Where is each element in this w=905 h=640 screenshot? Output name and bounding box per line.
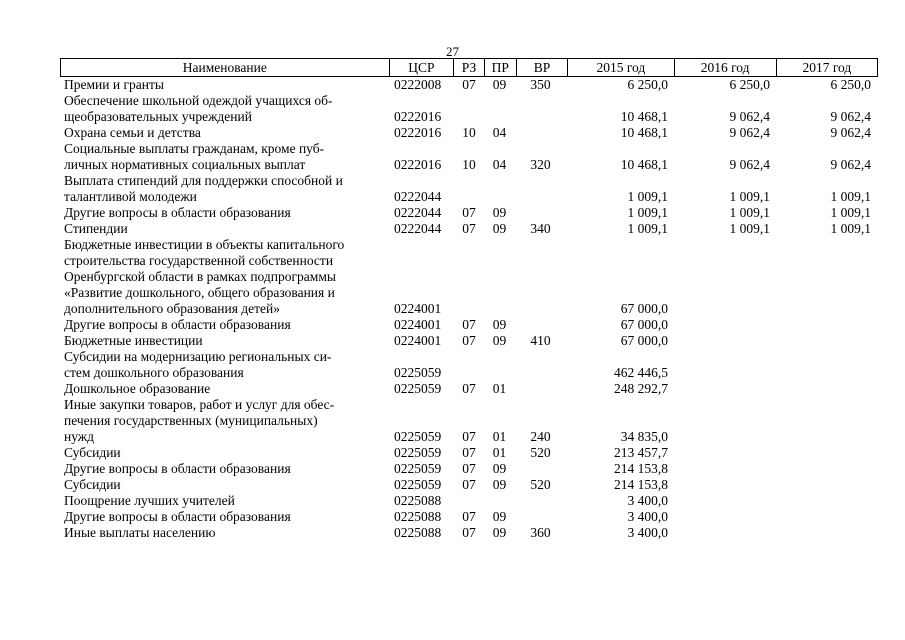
row-rz: 07 (462, 525, 476, 540)
row-pr: 09 (492, 525, 507, 540)
table-row (60, 493, 878, 509)
row-pr: 04 (492, 157, 507, 172)
row-name-line: Социальные выплаты гражданам, кроме пуб- (64, 141, 325, 156)
row-pr: 09 (492, 333, 507, 348)
row-name-line: Субсидии на модернизацию региональных си- (64, 349, 332, 364)
row-name (60, 221, 390, 237)
row-2016: 9 062,4 (729, 125, 770, 140)
page-number: 27 (446, 44, 459, 59)
table-row (60, 381, 878, 397)
table-row (60, 461, 878, 477)
header-rz: РЗ (454, 59, 485, 76)
row-2015: 6 250,0 (627, 77, 668, 92)
row-2017: 1 009,1 (830, 189, 871, 204)
row-rz: 07 (462, 381, 476, 396)
row-name-line: Дошкольное образование (64, 381, 211, 396)
row-name-line: Обеспечение школьной одеждой учащихся об- (64, 93, 333, 108)
row-2016: 6 250,0 (729, 77, 770, 92)
row-csr: 0222044 (394, 221, 442, 236)
table-row (60, 525, 878, 541)
row-pr: 01 (492, 445, 507, 460)
row-name (60, 349, 390, 381)
row-2015: 3 400,0 (627, 493, 668, 508)
table-row (60, 93, 878, 125)
header-name: Наименование (61, 59, 390, 76)
row-2015: 1 009,1 (627, 221, 668, 236)
table-row (60, 77, 878, 93)
row-name (60, 93, 390, 125)
table-row (60, 205, 878, 221)
row-name-line: строительства государственной собственности (64, 253, 334, 268)
row-2016: 1 009,1 (729, 205, 770, 220)
row-name-line: талантливой молодежи (64, 189, 197, 204)
row-vr: 340 (530, 221, 551, 236)
row-name-line: стем дошкольного образования (64, 365, 244, 380)
row-rz: 07 (462, 445, 476, 460)
row-pr: 04 (492, 125, 507, 140)
row-rz: 07 (462, 461, 476, 476)
row-name-line: Выплата стипендий для поддержки способной и (64, 173, 343, 188)
budget-table (60, 58, 878, 541)
row-2015: 10 468,1 (620, 157, 668, 172)
row-name-line: Другие вопросы в области образования (64, 205, 291, 220)
row-pr: 09 (492, 205, 507, 220)
row-name (60, 173, 390, 205)
row-csr: 0225059 (394, 381, 442, 396)
header-csr: ЦСР (390, 59, 455, 76)
row-csr: 0222016 (394, 109, 442, 124)
table-row (60, 317, 878, 333)
row-pr: 09 (492, 221, 507, 236)
row-name-line: Оренбургской области в рамках подпрограммы (64, 269, 336, 284)
row-name-line: Иные закупки товаров, работ и услуг для обес- (64, 397, 335, 412)
row-pr: 09 (492, 317, 507, 332)
row-pr: 09 (492, 477, 507, 492)
row-2015: 248 292,7 (614, 381, 668, 396)
table-body (60, 77, 878, 541)
row-rz: 10 (462, 125, 476, 140)
row-name-line: Бюджетные инвестиции в объекты капитального (64, 237, 345, 252)
row-name-line: Охрана семьи и детства (64, 125, 201, 140)
row-name-line: Другие вопросы в области образования (64, 509, 291, 524)
row-rz: 07 (462, 509, 476, 524)
row-pr: 09 (492, 509, 507, 524)
row-2015: 34 835,0 (620, 429, 668, 444)
table-row (60, 477, 878, 493)
row-2015: 3 400,0 (627, 509, 668, 524)
row-2015: 462 446,5 (614, 365, 668, 380)
row-name (60, 333, 390, 349)
row-rz: 07 (462, 317, 476, 332)
row-rz: 07 (462, 477, 476, 492)
row-rz: 07 (462, 333, 476, 348)
row-name-line: Премии и гранты (64, 77, 164, 92)
row-csr: 0225088 (394, 509, 442, 524)
table-header (60, 58, 878, 77)
row-csr: 0222044 (394, 205, 442, 220)
header-2017: 2017 год (777, 59, 878, 76)
row-2015: 214 153,8 (614, 477, 668, 492)
row-2015: 3 400,0 (627, 525, 668, 540)
row-name-line: Субсидии (64, 445, 121, 460)
row-vr: 520 (530, 477, 551, 492)
row-pr: 09 (492, 461, 507, 476)
row-pr: 01 (492, 381, 507, 396)
row-csr: 0225059 (394, 461, 442, 476)
row-csr: 0224001 (394, 333, 442, 348)
row-vr: 410 (530, 333, 551, 348)
row-vr: 520 (530, 445, 551, 460)
row-2017: 9 062,4 (830, 109, 871, 124)
row-csr: 0222044 (394, 189, 442, 204)
row-rz: 10 (462, 157, 476, 172)
row-name-line: Стипендии (64, 221, 128, 236)
row-name-line: дополнительного образования детей» (64, 301, 280, 316)
row-name-line: Поощрение лучших учителей (64, 493, 235, 508)
row-name (60, 237, 390, 317)
table-row (60, 125, 878, 141)
row-rz: 07 (462, 205, 476, 220)
row-name (60, 461, 390, 477)
row-csr: 0225088 (394, 525, 442, 540)
row-2017: 1 009,1 (830, 221, 871, 236)
table-row (60, 333, 878, 349)
row-name-line: Другие вопросы в области образования (64, 317, 291, 332)
row-2015: 10 468,1 (620, 109, 668, 124)
header-vr: ВР (517, 59, 569, 76)
row-name-line: «Развитие дошкольного, общего образования и (64, 285, 335, 300)
row-2015: 67 000,0 (620, 301, 668, 316)
row-name (60, 509, 390, 525)
row-pr: 09 (492, 77, 507, 92)
row-name (60, 397, 390, 445)
row-csr: 0224001 (394, 301, 442, 316)
row-name-line: личных нормативных социальных выплат (64, 157, 306, 172)
row-name-line: Иные выплаты населению (64, 525, 216, 540)
table-row (60, 445, 878, 461)
row-name (60, 445, 390, 461)
table-row (60, 397, 878, 445)
table-row (60, 141, 878, 173)
row-name-line: Субсидии (64, 477, 121, 492)
row-2015: 67 000,0 (620, 317, 668, 332)
row-2015: 1 009,1 (627, 205, 668, 220)
row-pr: 01 (492, 429, 507, 444)
row-csr: 0222016 (394, 157, 442, 172)
table-row (60, 509, 878, 525)
row-csr: 0224001 (394, 317, 442, 332)
header-2016: 2016 год (675, 59, 777, 76)
row-2015: 213 457,7 (614, 445, 668, 460)
row-vr: 350 (530, 77, 551, 92)
row-name (60, 141, 390, 173)
table-row (60, 173, 878, 205)
header-pr: ПР (485, 59, 517, 76)
row-name (60, 525, 390, 541)
row-name (60, 125, 390, 141)
table-row (60, 221, 878, 237)
row-2017: 9 062,4 (830, 125, 871, 140)
row-rz: 07 (462, 77, 476, 92)
row-name (60, 317, 390, 333)
table-row (60, 237, 878, 317)
header-2015: 2015 год (568, 59, 674, 76)
row-2017: 1 009,1 (830, 205, 871, 220)
row-rz: 07 (462, 429, 476, 444)
row-name-line: щеобразовательных учреждений (64, 109, 252, 124)
row-vr: 360 (530, 525, 551, 540)
row-csr: 0225059 (394, 365, 442, 380)
row-2016: 1 009,1 (729, 221, 770, 236)
row-name-line: Другие вопросы в области образования (64, 461, 291, 476)
row-2015: 10 468,1 (620, 125, 668, 140)
row-name-line: печения государственных (муниципальных) (64, 413, 318, 428)
row-2015: 1 009,1 (627, 189, 668, 204)
row-2017: 6 250,0 (830, 77, 871, 92)
row-2015: 67 000,0 (620, 333, 668, 348)
row-vr: 320 (530, 157, 551, 172)
row-name (60, 493, 390, 509)
row-name-line: Бюджетные инвестиции (64, 333, 203, 348)
row-2016: 9 062,4 (729, 157, 770, 172)
row-vr: 240 (530, 429, 551, 444)
row-rz: 07 (462, 221, 476, 236)
row-csr: 0225059 (394, 445, 442, 460)
row-name (60, 205, 390, 221)
row-csr: 0225059 (394, 429, 442, 444)
row-name (60, 77, 390, 93)
table-row (60, 349, 878, 381)
row-csr: 0222016 (394, 125, 442, 140)
row-2015: 214 153,8 (614, 461, 668, 476)
row-csr: 0225088 (394, 493, 442, 508)
row-name (60, 381, 390, 397)
row-2016: 1 009,1 (729, 189, 770, 204)
row-csr: 0225059 (394, 477, 442, 492)
row-name-line: нужд (64, 429, 94, 444)
row-name (60, 477, 390, 493)
row-csr: 0222008 (394, 77, 442, 92)
row-2016: 9 062,4 (729, 109, 770, 124)
row-2017: 9 062,4 (830, 157, 871, 172)
